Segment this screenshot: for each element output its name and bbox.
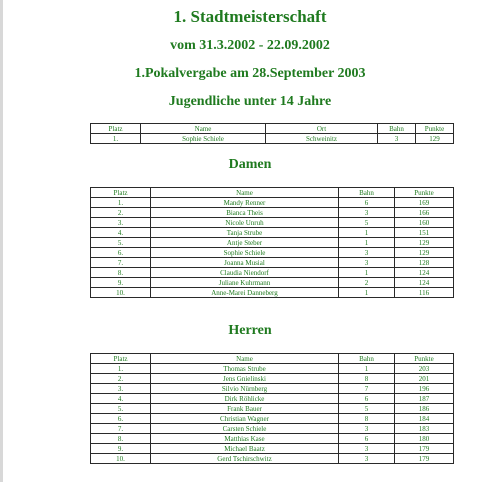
table-cell: Matthias Kase <box>151 434 339 444</box>
table-cell: 3 <box>339 258 395 268</box>
youth-table-body <box>91 134 454 144</box>
table-cell: 1. <box>91 134 141 144</box>
table-cell: 6 <box>339 394 395 404</box>
table-cell: 183 <box>395 424 454 434</box>
table-cell: Thomas Strube <box>151 364 339 374</box>
table-cell: 5. <box>91 404 151 414</box>
table-row <box>91 434 454 444</box>
women-results-table <box>90 187 454 298</box>
table-row <box>91 384 454 394</box>
table-cell: 5 <box>339 218 395 228</box>
table-cell: 116 <box>395 288 454 298</box>
table-cell: Schweinitz <box>266 134 378 144</box>
table-cell: 201 <box>395 374 454 384</box>
table-cell: Claudia Niendorf <box>151 268 339 278</box>
table-row <box>91 454 454 464</box>
table-cell: 124 <box>395 278 454 288</box>
table-cell: 4. <box>91 228 151 238</box>
table-cell: Sophie Schiele <box>151 248 339 258</box>
table-cell: 129 <box>395 238 454 248</box>
column-header: Bahn <box>378 124 416 134</box>
table-cell: 2. <box>91 208 151 218</box>
table-cell: Frank Bauer <box>151 404 339 414</box>
table-row <box>91 218 454 228</box>
table-cell: 6. <box>91 248 151 258</box>
table-cell: Sophie Schiele <box>141 134 266 144</box>
table-cell: Anne-Marei Danneberg <box>151 288 339 298</box>
table-cell: 187 <box>395 394 454 404</box>
table-row <box>91 394 454 404</box>
table-cell: Christian Wagner <box>151 414 339 424</box>
table-cell: 3 <box>339 208 395 218</box>
table-header-row <box>91 188 454 198</box>
table-cell: Michael Baatz <box>151 444 339 454</box>
column-header: Punkte <box>416 124 454 134</box>
table-cell: Silvio Nürnberg <box>151 384 339 394</box>
men-heading: Herren <box>228 323 272 338</box>
table-cell: 3 <box>378 134 416 144</box>
table-cell: 3 <box>339 454 395 464</box>
table-cell: 1 <box>339 238 395 248</box>
table-cell: 128 <box>395 258 454 268</box>
table-cell: Dirk Röhlicke <box>151 394 339 404</box>
column-header: Platz <box>91 124 141 134</box>
table-cell: 9. <box>91 444 151 454</box>
table-cell: 179 <box>395 454 454 464</box>
table-cell: Tanja Strube <box>151 228 339 238</box>
table-cell: 1 <box>339 364 395 374</box>
table-cell: 8. <box>91 268 151 278</box>
table-cell: Mandy Renner <box>151 198 339 208</box>
table-cell: 5. <box>91 238 151 248</box>
table-cell: 180 <box>395 434 454 444</box>
table-row <box>91 134 454 144</box>
table-cell: 3 <box>339 444 395 454</box>
table-cell: 1 <box>339 268 395 278</box>
table-cell: 2. <box>91 374 151 384</box>
table-cell: 169 <box>395 198 454 208</box>
table-cell: 8 <box>339 374 395 384</box>
table-cell: 7 <box>339 384 395 394</box>
table-row <box>91 208 454 218</box>
column-header: Bahn <box>339 188 395 198</box>
award-heading: 1.Pokalvergabe am 28.September 2003 <box>134 66 366 81</box>
table-row <box>91 414 454 424</box>
table-cell: 10. <box>91 288 151 298</box>
table-cell: 10. <box>91 454 151 464</box>
table-header-row <box>91 124 454 134</box>
women-table-body <box>91 198 454 298</box>
table-cell: 6 <box>339 434 395 444</box>
table-cell: Jens Gnielinski <box>151 374 339 384</box>
table-cell: 166 <box>395 208 454 218</box>
table-row <box>91 268 454 278</box>
table-cell: 4. <box>91 394 151 404</box>
table-cell: 196 <box>395 384 454 394</box>
table-cell: 129 <box>395 248 454 258</box>
table-row <box>91 374 454 384</box>
column-header: Name <box>141 124 266 134</box>
date-range-heading: vom 31.3.2002 - 22.09.2002 <box>170 38 330 53</box>
table-row <box>91 444 454 454</box>
table-row <box>91 248 454 258</box>
table-cell: 8. <box>91 434 151 444</box>
table-cell: 3 <box>339 424 395 434</box>
table-cell: 2 <box>339 278 395 288</box>
table-cell: Antje Steber <box>151 238 339 248</box>
table-cell: 1 <box>339 228 395 238</box>
table-cell: 6 <box>339 198 395 208</box>
table-cell: 160 <box>395 218 454 228</box>
table-header-row <box>91 354 454 364</box>
table-cell: 3. <box>91 218 151 228</box>
men-results-table <box>90 353 454 464</box>
table-cell: 184 <box>395 414 454 424</box>
table-cell: 7. <box>91 424 151 434</box>
table-cell: 7. <box>91 258 151 268</box>
table-cell: 6. <box>91 414 151 424</box>
table-row <box>91 198 454 208</box>
table-row <box>91 238 454 248</box>
table-row <box>91 288 454 298</box>
table-cell: 3. <box>91 384 151 394</box>
table-row <box>91 424 454 434</box>
table-cell: 1. <box>91 364 151 374</box>
table-row <box>91 258 454 268</box>
table-cell: 9. <box>91 278 151 288</box>
table-cell: Joanna Musial <box>151 258 339 268</box>
youth-results-table <box>90 123 454 144</box>
table-cell: 129 <box>416 134 454 144</box>
table-row <box>91 404 454 414</box>
table-cell: 203 <box>395 364 454 374</box>
table-row <box>91 228 454 238</box>
column-header: Name <box>151 354 339 364</box>
table-cell: 179 <box>395 444 454 454</box>
table-cell: 124 <box>395 268 454 278</box>
table-cell: Gerd Tschirschwitz <box>151 454 339 464</box>
column-header: Bahn <box>339 354 395 364</box>
table-cell: Carsten Schiele <box>151 424 339 434</box>
column-header: Platz <box>91 188 151 198</box>
women-heading: Damen <box>228 157 272 172</box>
men-table-body <box>91 364 454 464</box>
column-header: Platz <box>91 354 151 364</box>
table-cell: 151 <box>395 228 454 238</box>
page-title: 1. Stadtmeisterschaft <box>173 7 327 26</box>
table-cell: Nicole Unruh <box>151 218 339 228</box>
table-row <box>91 364 454 374</box>
column-header: Punkte <box>395 354 454 364</box>
column-header: Name <box>151 188 339 198</box>
table-cell: Juliane Kuhrmann <box>151 278 339 288</box>
table-cell: 5 <box>339 404 395 414</box>
table-cell: 3 <box>339 248 395 258</box>
column-header: Ort <box>266 124 378 134</box>
column-header: Punkte <box>395 188 454 198</box>
table-cell: Bianca Theis <box>151 208 339 218</box>
table-cell: 8 <box>339 414 395 424</box>
table-cell: 186 <box>395 404 454 414</box>
table-row <box>91 278 454 288</box>
table-cell: 1. <box>91 198 151 208</box>
youth-heading: Jugendliche unter 14 Jahre <box>168 94 332 109</box>
table-cell: 1 <box>339 288 395 298</box>
